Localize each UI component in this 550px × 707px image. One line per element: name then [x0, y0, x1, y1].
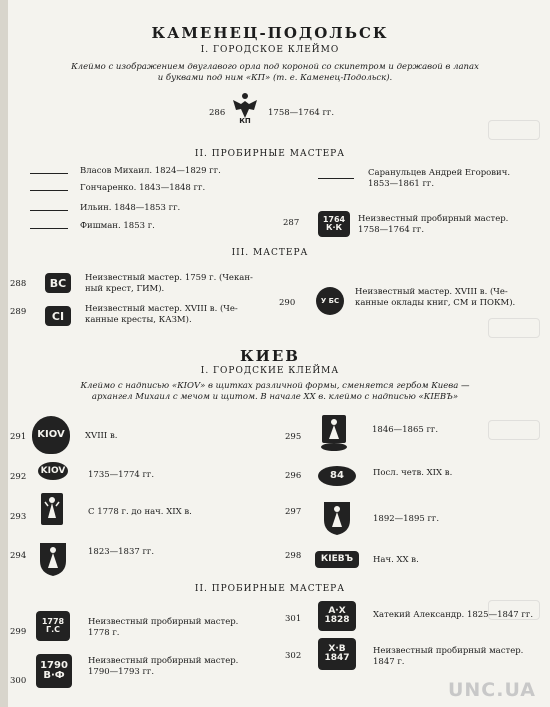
item-number: 301 [285, 614, 302, 624]
item-text-block [358, 214, 508, 236]
item-text: 1758—1764 гг. [268, 108, 335, 118]
item-text-line: Неизвестный пробирный мастер. [373, 646, 524, 656]
item-number: 288 [10, 279, 27, 289]
item-number: 297 [285, 507, 302, 517]
item-text-line: 1778 г. [88, 628, 120, 638]
item-number: 299 [10, 627, 27, 637]
mark-301 [318, 601, 356, 631]
assay-master: Власов Михаил. 1824—1829 гг. [80, 166, 221, 176]
section-title-kiev: КИЕВ [240, 347, 300, 365]
item-text: Хатекий Александр. 1825—1847 гг. [373, 610, 534, 620]
item-number: 293 [10, 512, 27, 522]
mark-291: KIOV [32, 416, 70, 454]
dash [30, 173, 68, 174]
assay-master-years: 1853—1861 гг. [368, 179, 435, 189]
assay-master-right [368, 168, 510, 190]
item-text: 1846—1865 гг. [372, 425, 439, 435]
item-text-line: 1758—1764 гг. [358, 225, 425, 235]
intro-text [38, 381, 512, 403]
item-text: XVIII в. [85, 431, 118, 441]
mark-line: Г.С [45, 625, 60, 634]
mark-line: 1778 [41, 617, 65, 626]
item-text: 1892—1895 гг. [373, 514, 440, 524]
item-number: 295 [285, 432, 302, 442]
item-number: 298 [285, 551, 302, 561]
item-number: 292 [10, 472, 27, 482]
item-text: 1823—1837 гг. [88, 547, 155, 557]
item-text-block [85, 273, 253, 295]
dash [30, 228, 68, 229]
item-text: 1735—1774 гг. [88, 470, 155, 480]
archangel-shield-icon [322, 500, 352, 536]
item-text-block [88, 617, 238, 639]
item-text-block [373, 646, 523, 668]
item-text-block [85, 304, 238, 326]
item-text-line: 1790—1793 гг. [88, 667, 155, 677]
item-number: 300 [10, 676, 27, 686]
item-text: С 1778 г. до нач. XIX в. [88, 507, 192, 517]
assay-master: Ильин. 1848—1853 гг. [80, 203, 181, 213]
page-gutter [0, 0, 8, 707]
intro-line: и буквами под ним «КП» (т. е. Каменец-Подольск). [157, 73, 393, 83]
eagle-mark-icon [231, 92, 259, 124]
mark-289: СІ [45, 306, 71, 326]
intro-text [40, 62, 510, 84]
intro-line: Клеймо с изображением двуглавого орла под короной со скипетром и державой в лапах [71, 62, 479, 72]
item-text: Посл. четв. XIX в. [373, 468, 453, 478]
item-number: 290 [279, 298, 296, 308]
item-number: 296 [285, 471, 302, 481]
mark-300 [36, 654, 72, 688]
mark-296: 84 [318, 466, 356, 486]
mark-288: ВС [45, 273, 71, 293]
dash [30, 210, 68, 211]
heading-masters: III. МАСТЕРА [231, 248, 309, 258]
mark-298: КІЕВЪ [315, 551, 359, 568]
item-text-line: канные кресты, КАЗМ). [85, 315, 192, 325]
item-text-line: Неизвестный пробирный мастер. [88, 656, 239, 666]
bleed-through-mark [488, 420, 540, 440]
item-number: 289 [10, 307, 27, 317]
watermark: UNC.UA [447, 679, 536, 701]
archangel-shield-icon [38, 541, 68, 577]
intro-line: архангел Михаил с мечом и щитом. В начале XX в. клеймо с надписью «КІЕВЪ» [91, 392, 459, 402]
mark-line: 1847 [324, 653, 350, 663]
archangel-mark-icon [319, 414, 349, 452]
heading-city-marks: I. ГОРОДСКИЕ КЛЕЙМА [200, 366, 340, 376]
item-text-line: Неизвестный мастер. 1759 г. (Чекан- [85, 273, 253, 283]
intro-line: Клеймо с надписью «КІОV» в щитках различной формы, сменяется гербом Киева — [80, 381, 470, 391]
bleed-through-mark [488, 120, 540, 140]
item-text-block [355, 287, 515, 309]
archangel-mark-icon [40, 492, 64, 526]
item-text-line: Неизвестный мастер. XVIII в. (Че- [85, 304, 238, 314]
section-title-kamenets: КАМЕНЕЦ-ПОДОЛЬСК [151, 24, 389, 42]
assay-master-name: Саранульцев Андрей Егорович. [368, 168, 511, 178]
item-text-line: канные оклады книг, СМ и ПОКМ). [355, 298, 516, 308]
mark-line: 1790 [40, 660, 68, 671]
item-number: 294 [10, 551, 27, 561]
mark-292: KIOV [38, 462, 68, 480]
svg-text:КП: КП [239, 117, 251, 124]
item-number: 291 [10, 432, 27, 442]
item-number: 287 [283, 218, 300, 228]
item-text-line: Неизвестный мастер. XVIII в. (Че- [355, 287, 508, 297]
mark-290: У БС [316, 287, 344, 315]
item-text-line: Неизвестный пробирный мастер. [358, 214, 509, 224]
dash [318, 178, 354, 179]
assay-master: Фишман. 1853 г. [80, 221, 155, 231]
item-number: 302 [285, 651, 302, 661]
item-text-line: ный крест, ГИМ). [85, 284, 165, 294]
heading-assay-masters: II. ПРОБИРНЫЕ МАСТЕРА [194, 584, 346, 594]
mark-line: Х·В [328, 644, 346, 654]
item-text-line: 1847 г. [373, 657, 405, 667]
item-text-line: Неизвестный пробирный мастер. [88, 617, 239, 627]
mark-302 [318, 638, 356, 670]
item-number: 286 [209, 108, 226, 118]
dash [30, 190, 68, 191]
mark-line: А·Х [328, 606, 346, 616]
bleed-through-mark [488, 318, 540, 338]
item-text-block [88, 656, 238, 678]
item-text: Нач. XX в. [373, 555, 419, 565]
mark-287: 1764 К·К [318, 211, 350, 237]
assay-master: Гончаренко. 1843—1848 гг. [80, 183, 206, 193]
heading-assay-masters: II. ПРОБИРНЫЕ МАСТЕРА [194, 149, 346, 159]
mark-299 [36, 611, 70, 641]
mark-line: 1828 [324, 615, 350, 625]
mark-line: В·Ф [43, 670, 65, 681]
heading-city-mark: I. ГОРОДСКОЕ КЛЕЙМО [200, 45, 340, 55]
